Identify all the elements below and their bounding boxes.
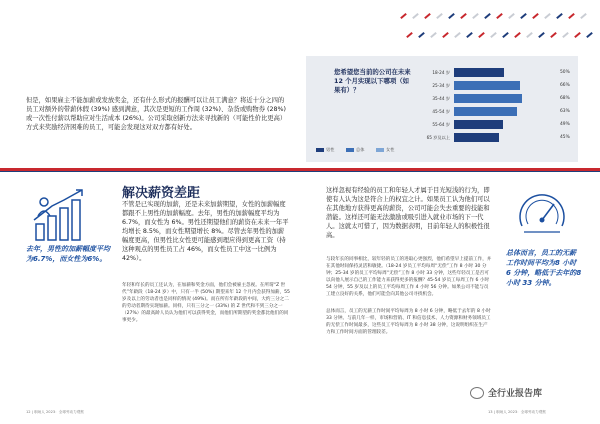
right-callout xyxy=(506,248,582,288)
bar-label: 18-24 岁 xyxy=(432,70,450,75)
legend-label-1: 男性 xyxy=(326,147,335,152)
right-small-paragraph-2: 总体而言，员工的无薪工作时间平均每周为 8 小时 6 分钟，略低于去年的 8 小时 33 分钟。与前几年一样，市场和营销、IT 和信息技术、人力资源和财务领域员工的无偿工作时间最多，这些员工平均每周为 8 小时 38 分钟，这说明组织在生产力和工作时间方面的管理较差。 xyxy=(326,309,491,335)
right-callout-value2: 8 小时 33 分钟 xyxy=(506,269,582,287)
bar xyxy=(454,81,520,90)
chart-container xyxy=(306,56,578,162)
bar-label: 65 岁及以上 xyxy=(426,135,450,140)
bar-value-label: 66% xyxy=(560,83,570,88)
bar xyxy=(454,133,499,142)
bar-label: 25-34 岁 xyxy=(432,83,450,88)
chart-plot xyxy=(416,64,576,154)
right-callout-mid: ，略低于去年的 xyxy=(527,269,577,277)
callout-prefix: 去年， xyxy=(26,245,47,253)
legend-swatch-1 xyxy=(316,148,324,152)
callout-women-value: 6% xyxy=(87,255,100,263)
bar-value-label: 63% xyxy=(560,109,570,114)
legend-label-2: 总体 xyxy=(356,147,365,152)
callout-men-label: 男性的加薪幅度平均为 xyxy=(26,245,110,263)
bar-label: 35-44 岁 xyxy=(432,96,450,101)
bar xyxy=(454,107,517,116)
bar-value-label: 49% xyxy=(560,122,570,127)
section-title: 解决薪资差距 xyxy=(122,186,201,201)
bar-value-label: 68% xyxy=(560,96,570,101)
section-divider-blue xyxy=(0,171,300,172)
speedometer-icon xyxy=(514,186,570,242)
bar xyxy=(454,120,503,129)
bar-value-label: 50% xyxy=(560,70,570,75)
callout-men-value: 6.7% xyxy=(33,255,53,263)
body-paragraph: 不管是已实现的加薪，还是未来加薪期望，女性的加薪幅度都跟不上男性的加薪幅度。去年，男性的加薪幅度平均为 6.7%，而女性为 6%。男性还期望他们的薪资在未来一年平均增长 8.5%，而女性期望增长 8%。尽管去年男性的加薪幅度更高，但男性比女性更可能感到理应得到更高工资（持这种观点的男性员工占 46%，而女性员工中这一比例为 42%）。 xyxy=(122,201,289,262)
legend-label-3: 女性 xyxy=(386,147,395,152)
right-small-paragraph-1: 与较年长的同事相比，较年轻的员工的进取心更强烈，他们希望早上提前工作，并在其他时间保持灵活和敏捷。（18-24 岁员工平均每周“无偿”工作 8 小时 30 分钟；25-34 岁的员工平均每周“无偿”工作 8 小时 33 分钟，这些年轻员工是否可以向他人展示自己的工作能力来获得更多的报酬？45-54 岁员工每周工作 6 小时 54 分钟，55 岁及以上的员工平均每周工作 4 小时 56 分钟。如果公司不能与员工建立良好的关系，他们可能会向其他公司寻找机会。 xyxy=(326,257,492,297)
watermark-text: 全行业报告库 xyxy=(488,389,543,399)
right-callout-end: 。 xyxy=(548,279,556,287)
right-footer: 13 | 职场人 2023：全球劳动力观察 xyxy=(488,410,546,414)
bar-label: 55-64 岁 xyxy=(432,122,450,127)
watermark xyxy=(470,386,542,399)
bar xyxy=(454,94,522,103)
small-paragraph-left: 年轻和年长的员工还认为，在加薪和奖金方面，他们会被雇主忽视。在所谓“Z 世代”年龄段（18-24 岁）中，只有一半 (50%) 期望来年 12 个月内会获得加薪，55 岁及以上的劳动者也是同样的情况 (49%)。而在所有年龄段的中间，大约三分之二的劳动者期待实现加薪。同样，只有三分之一 (33%) 的 Z 世代和不到三分之一（27%）的最高龄人员认为他们可以获得奖金，而他们所期望的奖金都比他们的同事更少。 xyxy=(122,283,290,323)
callout-end: 。 xyxy=(99,255,107,263)
right-callout-prefix: 总体而言，员工的无薪工作时间平均为 xyxy=(506,249,576,267)
intro-paragraph: 但是，如果雇主不能加薪或发放奖金，还有什么形式的报酬可以让员工满意？将近十分之四的员工对额外的带薪休假 (39%) 感到满意，其次是更短的工作周 (32%)、杂货或购物券 (28%) 或一次性付薪以帮助应对生活成本 (26%)。公司采取创新方法来寻找新的（可能性价比更高）方式来奖励经济困难的员工，可能会发现这对双方都有好处。 xyxy=(26,97,287,131)
left-callout xyxy=(26,244,116,264)
growth-chart-icon xyxy=(30,186,90,246)
chart-question: 您希望您当前的公司在未来 12 个月实现以下哪项（如果有）？ xyxy=(334,68,411,94)
bar xyxy=(454,68,504,77)
right-callout-value1: 8 小时 6 分钟 xyxy=(506,259,577,277)
left-footer: 12 | 职场人 2023：全球劳动力观察 xyxy=(26,410,84,414)
callout-mid: ，而女性为 xyxy=(52,255,88,263)
wechat-icon xyxy=(470,387,484,399)
legend-swatch-3 xyxy=(376,148,384,152)
legend-swatch-2 xyxy=(346,148,354,152)
right-top-paragraph: 这样忽视有经验的员工和年轻人才属于目光短浅的行为，即使有人认为这是符合上的权宜之计。如果员工认为他们可以在其他地方获得更高的薪资，公司可能会失去重要的技能和潜能。这样还可能无法激励或吸引进入就业市场的下一代人。这就太可惜了，因为数据表明，目前年轻人的积极性很高。 xyxy=(326,187,490,239)
right-divider-blue xyxy=(300,171,600,172)
bar-value-label: 45% xyxy=(560,135,570,140)
bar-label: 45-54 岁 xyxy=(432,109,450,114)
